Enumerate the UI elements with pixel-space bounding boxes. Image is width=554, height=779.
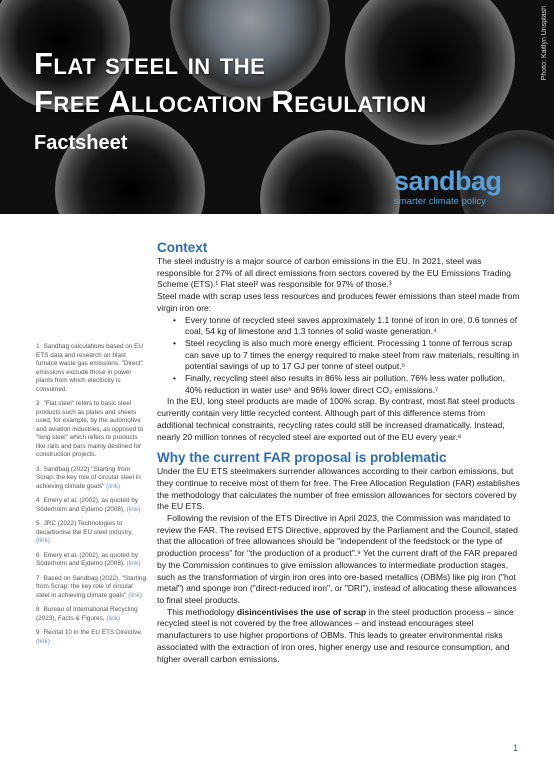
footnote-8: [36, 606, 148, 623]
title-line-1: Flat steel in the: [34, 46, 266, 81]
footnote-number: 9: [36, 629, 40, 636]
footnote-number: 7: [36, 574, 40, 582]
footnote-text: Bureau of International Recycling (2023), Facts & Figures,: [36, 606, 138, 622]
sandbag-logo: sandbag: [394, 166, 502, 196]
footnote-number: 6: [36, 551, 40, 559]
footnote-text: Based on Sandbag (2022), "Starting from Scrap: the key role of circular steel in achieving climate goals": [36, 574, 147, 599]
footnote-number: 5: [36, 520, 40, 527]
problem-paragraph-3: [157, 607, 521, 666]
footnote-9: [36, 629, 148, 646]
main-content: [157, 240, 521, 665]
list-item: • Steel recycling is also much more energy efficient. Processing 1 tonne of ferrous scrap can save up to 7 times the energy required to make steel from raw materials, resulting in potential savings of up to 17 GJ per tonne of steel output.⁵: [185, 338, 521, 373]
photo-credit: Photo: Kaitlyn Unsplash: [541, 6, 548, 81]
header-banner: [0, 0, 554, 214]
footnote-number: 8: [36, 606, 40, 613]
footnote-number: 4: [36, 497, 40, 504]
footnote-6: [36, 552, 148, 569]
footnote-4: [36, 497, 148, 514]
footnote-text: Emery et al. (2002), as quoted by Söderholm and Ejdemo (2008),: [36, 497, 139, 513]
footnote-text: Emery et al. (2002), as quoted by Söderholm and Ejdemo (2008),: [36, 551, 139, 567]
footnote-link[interactable]: (link): [36, 537, 50, 544]
footnote-link[interactable]: (link): [128, 591, 143, 599]
footnote-text: JRC (2022) Technologies to decarbonise the EU steel industry,: [36, 520, 133, 536]
footnote-link[interactable]: (link): [106, 614, 121, 622]
problem-paragraph-1: Under the EU ETS steelmakers surrender allowances according to their carbon emissions, but they continue to receive most of them for free. The Free Allocation Regulation (FAR) establishes the methodology that calculates the number of free emission allowances for sectors covered by the EU ETS.: [157, 466, 520, 512]
list-item: • Every tonne of recycled steel saves approximately 1.1 tonne of iron in ore, 0.6 tonnes of coal, 54 kg of limestone and 1.3 tonnes of solid waste generation.⁴: [185, 315, 521, 338]
footnote-number: 1: [36, 343, 40, 350]
footnote-5: [36, 520, 148, 546]
footnote-number: 3: [36, 465, 40, 473]
footnote-text: Sandbag (2022) "Starting from Scrap: the key role of circular steel in achieving climate goals": [36, 465, 141, 490]
footnote-2: [36, 400, 148, 460]
subtitle: Factsheet: [34, 132, 128, 154]
footnote-text: Sandbag calculations based on EU ETS data and research on blast furnace waste gas emissions. "Direct" emissions exclude those in power plants from which electricity is consumed.: [36, 343, 144, 393]
context-paragraph-1: The steel industry is a major source of carbon emissions in the EU. In 2021, steel was responsible for 27% of all direct emissions from sectors covered by the EU Emissions Trading Scheme (ETS).¹ Flat steel² was responsible for 97% of those.³: [157, 256, 511, 290]
footnote-link[interactable]: (link): [106, 482, 120, 490]
logo-tagline: smarter climate policy: [394, 196, 486, 207]
footnote-1: [36, 343, 148, 394]
footnote-text: "Flat steel" refers to basic steel products such as plates and sheets used, for example, by the automotive and aviation industries, as opposed to "long steel" which refers to products like rails and bars mainly destined for construction projects.: [36, 400, 144, 458]
footnote-text: Recital 10 in the EU ETS Directive.: [43, 629, 143, 636]
footnote-link[interactable]: (link): [126, 560, 141, 567]
problem-paragraph-2: Following the revision of the ETS Directive in April 2023, the Commission was mandated to review the FAR. The revised ETS Directive, approved by the Parliament and the Council, stated that the allocation of free allowances should be "independent of the feedstock or the type of production process" for "the production of a product".⁹ Yet the current draft of the FAR prepared by the Commission continues to give emission allowances to intermediate production stages, such as the transformation of virgin iron ores into ore-based metallics (OBMs) like pig iron ("hot metal") and sponge iron ("direct-reduced iron", or "DRI"), instead of allocating these allowances to final steel products.: [157, 513, 518, 605]
context-paragraph-3: In the EU, long steel products are made of 100% scrap. By contrast, most flat steel products currently contain very little recycled content. Although part of this difference stems from additional technical constraints, recycling rates could still be increased dramatically. Instead, nearly 20 million tonnes of recycled steel are exported out of the EU every year.⁸: [157, 396, 515, 442]
footnote-link[interactable]: (link): [126, 505, 141, 513]
footnote-3: [36, 466, 148, 492]
title-line-2: Free Allocation Regulation: [34, 84, 427, 119]
benefits-list: [157, 315, 521, 397]
context-paragraph-2: Steel made with scrap uses less resources and produces fewer emissions than steel made from virgin iron ore:: [157, 291, 520, 313]
page-number: 1: [512, 743, 518, 753]
context-heading: Context: [157, 240, 208, 255]
problem-paragraph-3-start: This methodology: [167, 606, 237, 617]
footnote-7: [36, 575, 148, 601]
footnotes-sidebar: [36, 343, 148, 652]
list-item: • Finally, recycling steel also results in 86% less air pollution, 76% less water pollution, 40% reduction in water use⁶ and 96% lower direct CO₂ emissions.⁷: [185, 373, 521, 396]
problem-paragraph-3-end: in the steel production process – since recycled steel is not covered by the free allowances – and instead encourages steel manufacturers to use higher proportions of OBMs. This leads to greater environmental risks associated with the extraction of iron ores, higher energy use and resource consumption, and higher overall carbon emissions.: [157, 606, 514, 664]
footnote-link[interactable]: (link): [36, 637, 50, 645]
problem-paragraph-3-emphasis: disincentivises the use of scrap: [236, 606, 367, 617]
problem-heading: Why the current FAR proposal is problematic: [157, 450, 447, 466]
footnote-number: 2: [36, 400, 40, 407]
